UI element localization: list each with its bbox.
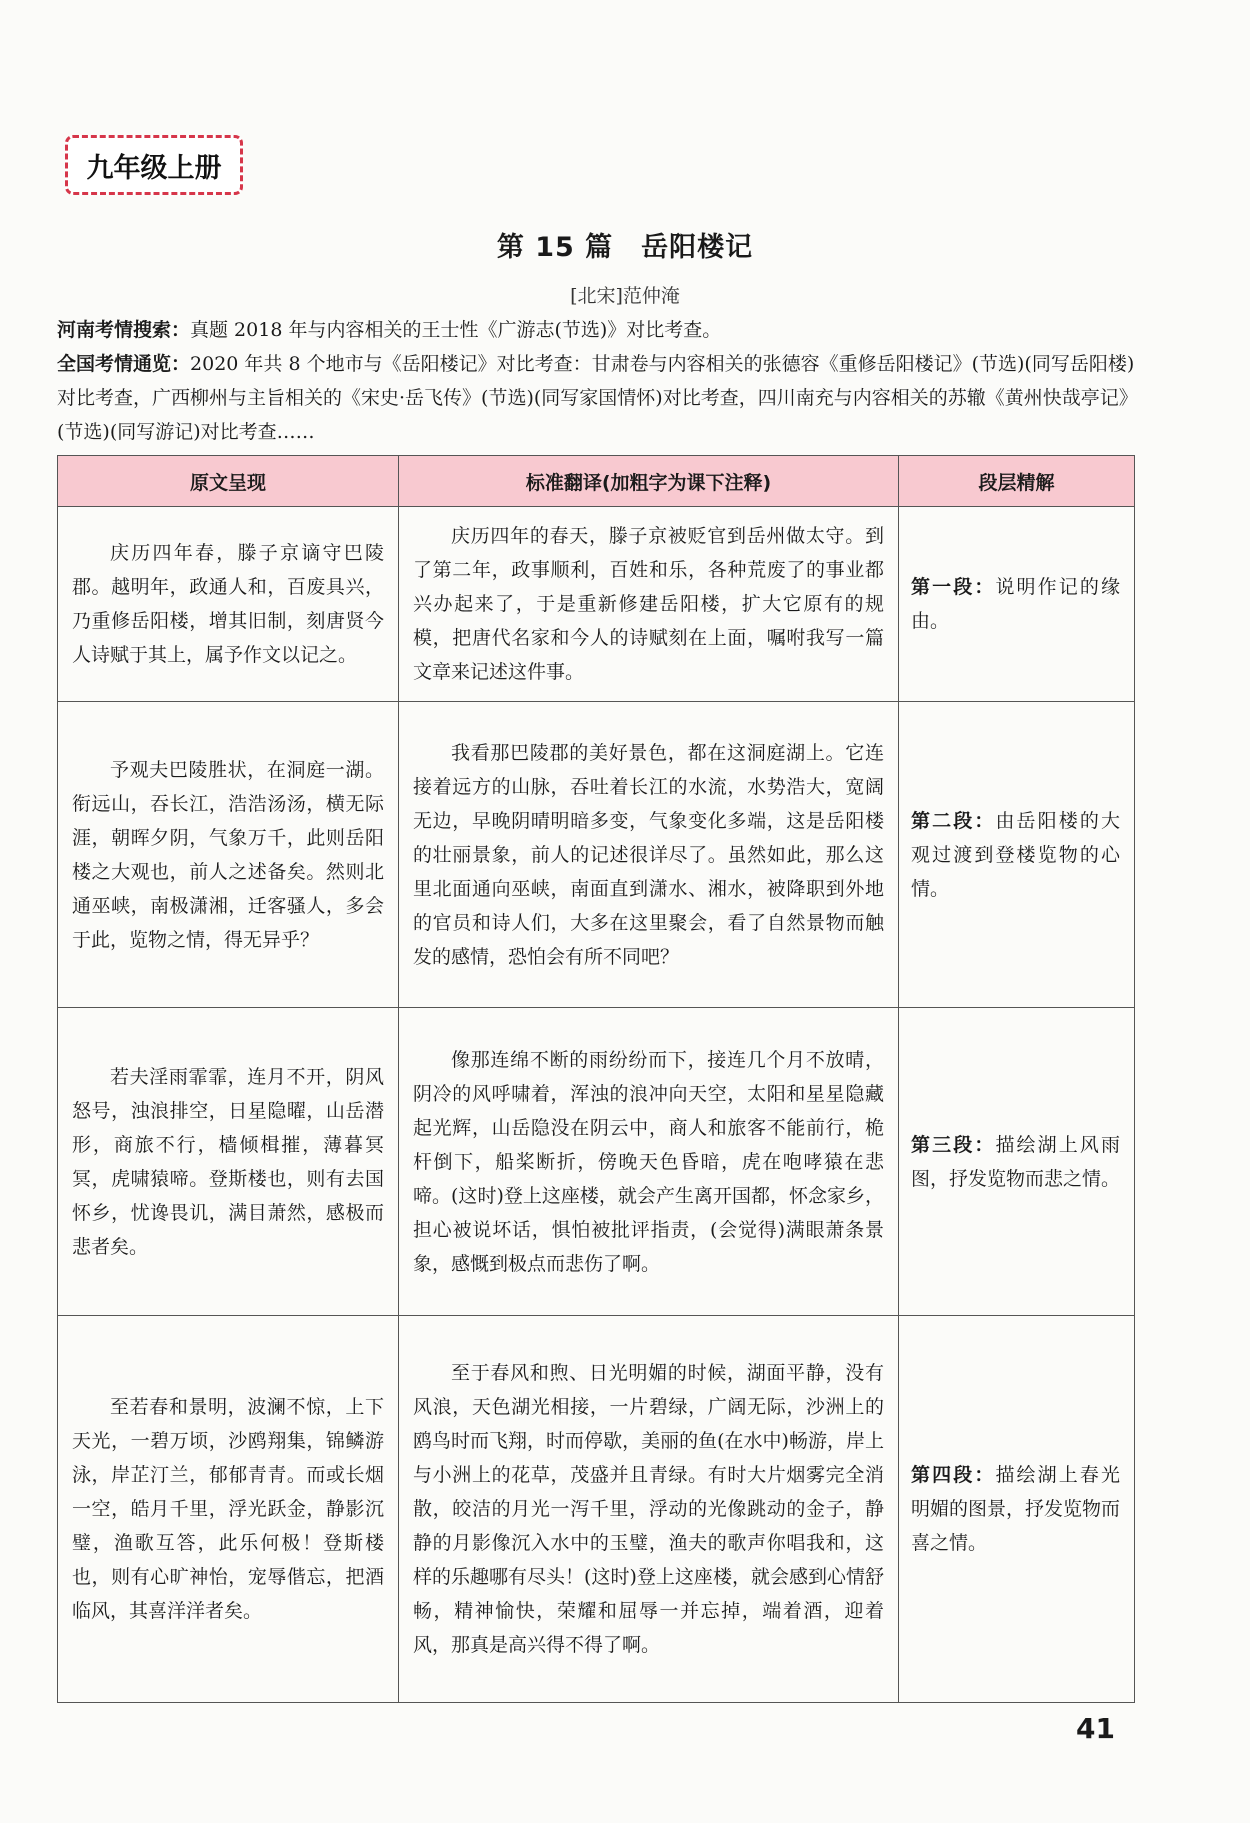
- page-number: 41: [1076, 1712, 1115, 1745]
- original-text: 予观夫巴陵胜状，在洞庭一湖。衔远山，吞长江，浩浩汤汤，横无际涯，朝晖夕阴，气象万千，此则岳阳楼之大观也，前人之述备矣。然则北通巫峡，南极潇湘，迁客骚人，多会于此，览物之情，得无异乎？: [58, 702, 399, 1008]
- analysis-cell: [899, 1008, 1135, 1316]
- table-row: [58, 1008, 1135, 1316]
- henan-exam-info: [57, 313, 1135, 347]
- henan-label: 河南考情搜索：: [57, 319, 191, 341]
- analysis-text: 由岳阳楼的大观过渡到登楼览物的心情。: [911, 809, 1120, 900]
- national-exam-info: [57, 347, 1135, 449]
- analysis-label: 第三段：: [911, 1133, 996, 1156]
- translation-table: [57, 455, 1135, 1703]
- article-author: [北宋]范仲淹: [570, 285, 680, 307]
- national-label: 全国考情通览：: [57, 353, 191, 375]
- analysis-label: 第四段：: [911, 1464, 996, 1486]
- analysis-cell: [899, 507, 1135, 702]
- article-title: 第 15 篇 岳阳楼记: [496, 232, 754, 263]
- analysis-cell: [899, 1316, 1135, 1703]
- original-text: 庆历四年春，滕子京谪守巴陵郡。越明年，政通人和，百废具兴，乃重修岳阳楼，增其旧制，刻唐贤今人诗赋于其上，属予作文以记之。: [58, 507, 399, 702]
- translation-text: 像那连绵不断的雨纷纷而下，接连几个月不放晴，阴冷的风呼啸着，浑浊的浪冲向天空，太阳和星星隐藏起光辉，山岳隐没在阴云中，商人和旅客不能前行，桅杆倒下，船桨断折，傍晚天色昏暗，虎在咆哮猿在悲啼。(这时)登上这座楼，就会产生离开国都，怀念家乡，担心被说坏话，惧怕被批评指责，(会觉得)满眼萧条景象，感慨到极点而悲伤了啊。: [399, 1008, 899, 1316]
- analysis-text: 说明作记的缘由。: [911, 576, 1120, 632]
- analysis-label: 第二段：: [911, 809, 996, 832]
- henan-text: 真题 2018 年与内容相关的王士性《广游志(节选)》对比考查。: [190, 319, 722, 341]
- table-header-row: [58, 456, 1135, 507]
- header-translation: 标准翻译(加粗字为课下注释): [399, 456, 899, 507]
- analysis-label: 第一段：: [911, 576, 996, 598]
- table-row: [58, 1316, 1135, 1703]
- translation-text: 我看那巴陵郡的美好景色，都在这洞庭湖上。它连接着远方的山脉，吞吐着长江的水流，水势浩大，宽阔无边，早晚阴晴明暗多变，气象变化多端，这是岳阳楼的壮丽景象，前人的记述很详尽了。虽然如此，那么这里北面通向巫峡，南面直到潇水、湘水，被降职到外地的官员和诗人们，大多在这里聚会，看了自然景物而触发的感情，恐怕会有所不同吧？: [399, 702, 899, 1008]
- national-text: 2020 年共 8 个地市与《岳阳楼记》对比考查：甘肃卷与内容相关的张德容《重修岳阳楼记》(节选)(同写岳阳楼)对比考查，广西柳州与主旨相关的《宋史·岳飞传》(节选)(同写家国情怀)对比考查，四川南充与内容相关的苏辙《黄州快哉亭记》(节选)(同写游记)对比考查……: [57, 353, 1135, 443]
- translation-text: 庆历四年的春天，滕子京被贬官到岳州做太守。到了第二年，政事顺利，百姓和乐，各种荒废了的事业都兴办起来了，于是重新修建岳阳楼，扩大它原有的规模，把唐代名家和今人的诗赋刻在上面，嘱咐我写一篇文章来记述这件事。: [399, 507, 899, 702]
- translation-text: 至于春风和煦、日光明媚的时候，湖面平静，没有风浪，天色湖光相接，一片碧绿，广阔无际，沙洲上的鸥鸟时而飞翔，时而停歇，美丽的鱼(在水中)畅游，岸上与小洲上的花草，茂盛并且青绿。有时大片烟雾完全消散，皎洁的月光一泻千里，浮动的光像跳动的金子，静静的月影像沉入水中的玉璧，渔夫的歌声你唱我和，这样的乐趣哪有尽头！(这时)登上这座楼，就会感到心情舒畅，精神愉快，荣耀和屈辱一并忘掉，端着酒，迎着风，那真是高兴得不得了啊。: [399, 1316, 899, 1703]
- analysis-text: 描绘湖上春光明媚的图景，抒发览物而喜之情。: [911, 1464, 1121, 1554]
- header-analysis: 段层精解: [899, 456, 1135, 507]
- table-row: [58, 507, 1135, 702]
- analysis-cell: [899, 702, 1135, 1008]
- table-row: [58, 702, 1135, 1008]
- original-text: 至若春和景明，波澜不惊，上下天光，一碧万顷，沙鸥翔集，锦鳞游泳，岸芷汀兰，郁郁青青。而或长烟一空，皓月千里，浮光跃金，静影沉璧，渔歌互答，此乐何极！登斯楼也，则有心旷神怡，宠辱偕忘，把酒临风，其喜洋洋者矣。: [58, 1316, 399, 1703]
- original-text: 若夫淫雨霏霏，连月不开，阴风怒号，浊浪排空，日星隐曜，山岳潜形，商旅不行，樯倾楫摧，薄暮冥冥，虎啸猿啼。登斯楼也，则有去国怀乡，忧谗畏讥，满目萧然，感极而悲者矣。: [58, 1008, 399, 1316]
- header-original: 原文呈现: [58, 456, 399, 507]
- grade-tag: 九年级上册: [65, 135, 243, 195]
- analysis-text: 描绘湖上风雨图，抒发览物而悲之情。: [911, 1133, 1121, 1190]
